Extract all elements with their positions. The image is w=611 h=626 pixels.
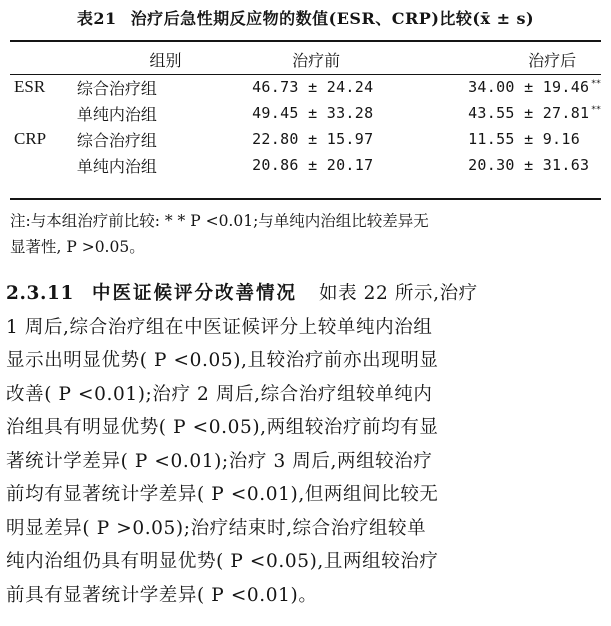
row-indicator: CRP: [14, 129, 47, 148]
section-body: [6, 277, 604, 612]
row-indicator: ESR: [14, 77, 46, 96]
table-caption-number: 表21: [76, 9, 117, 28]
row-before-value: 22.80 ± 15.97: [252, 130, 374, 148]
paragraph-line: 著统计学差异( P <0.01);治疗 3 周后,两组较治疗: [6, 450, 433, 472]
row-after-value: 20.30 ± 31.63: [468, 156, 590, 174]
row-group: 单纯内治组: [76, 104, 157, 124]
row-group: 单纯内治组: [76, 156, 157, 176]
header-after: 治疗后: [528, 50, 577, 70]
table-bottom-rule: [10, 198, 601, 200]
paragraph-line: 改善( P <0.01);治疗 2 周后,综合治疗组较单纯内: [6, 383, 433, 405]
paragraph-line: 前具有显著统计学差异( P <0.01)。: [6, 584, 318, 606]
row-group: 综合治疗组: [76, 130, 157, 150]
row-after-cell: [458, 152, 601, 178]
paragraph-line: 前均有显著统计学差异( P <0.01),但两组间比较无: [6, 484, 439, 505]
header-group: 组别: [149, 50, 182, 70]
table-top-rule: [10, 40, 601, 42]
table-note: [10, 208, 604, 260]
paragraph-line: 如表 22 所示,治疗: [319, 283, 478, 304]
table-row: [10, 74, 601, 100]
row-indicator: [10, 100, 77, 126]
row-before-value: 20.86 ± 20.17: [252, 156, 374, 174]
table-row: [10, 152, 601, 178]
row-before-value: 46.73 ± 24.24: [252, 78, 374, 96]
paragraph-line: 明显差异( P >0.05);治疗结束时,综合治疗组较单: [6, 517, 427, 539]
row-after-cell: [458, 100, 601, 126]
significance-mark: **: [591, 105, 601, 115]
paragraph-line: 纯内治组仍具有明显优势( P <0.05),且两组较治疗: [6, 551, 439, 572]
table-caption: [0, 6, 611, 29]
row-group: 综合治疗组: [76, 78, 157, 98]
row-after-cell: [458, 126, 601, 152]
row-after-value: 11.55 ± 9.16: [468, 130, 581, 148]
table-caption-text: 治疗后急性期反应物的数值(ESR、CRP)比较(x̄ ± s): [130, 9, 535, 28]
table-note-line: 注:与本组治疗前比较: * * P <0.01;与单纯内治组比较差异无: [10, 212, 429, 230]
table-row: [10, 100, 601, 126]
paragraph-line: 1 周后,综合治疗组在中医证候评分上较单纯内治组: [6, 316, 433, 338]
section-title: 中医证候评分改善情况: [91, 283, 297, 304]
significance-mark: **: [591, 79, 601, 89]
table-header-row: [10, 44, 601, 74]
data-table: [10, 44, 601, 178]
table-row: [10, 126, 601, 152]
row-before-value: 49.45 ± 33.28: [252, 104, 374, 122]
header-indicator: [10, 44, 77, 74]
paragraph-line: 治组具有明显优势( P <0.05),两组较治疗前均有显: [6, 417, 439, 438]
row-after-cell: [458, 74, 601, 100]
row-indicator: [10, 152, 77, 178]
section-heading-line: [6, 277, 604, 311]
table-note-line: 显著性, P >0.05。: [10, 238, 145, 256]
row-after-value: 43.55 ± 27.81: [468, 104, 590, 122]
row-after-value: 34.00 ± 19.46: [468, 78, 590, 96]
section-number: 2.3.11: [6, 283, 74, 304]
paragraph-line: 显示出明显优势( P <0.05),且较治疗前亦出现明显: [6, 350, 439, 371]
header-before: 治疗前: [292, 50, 341, 70]
